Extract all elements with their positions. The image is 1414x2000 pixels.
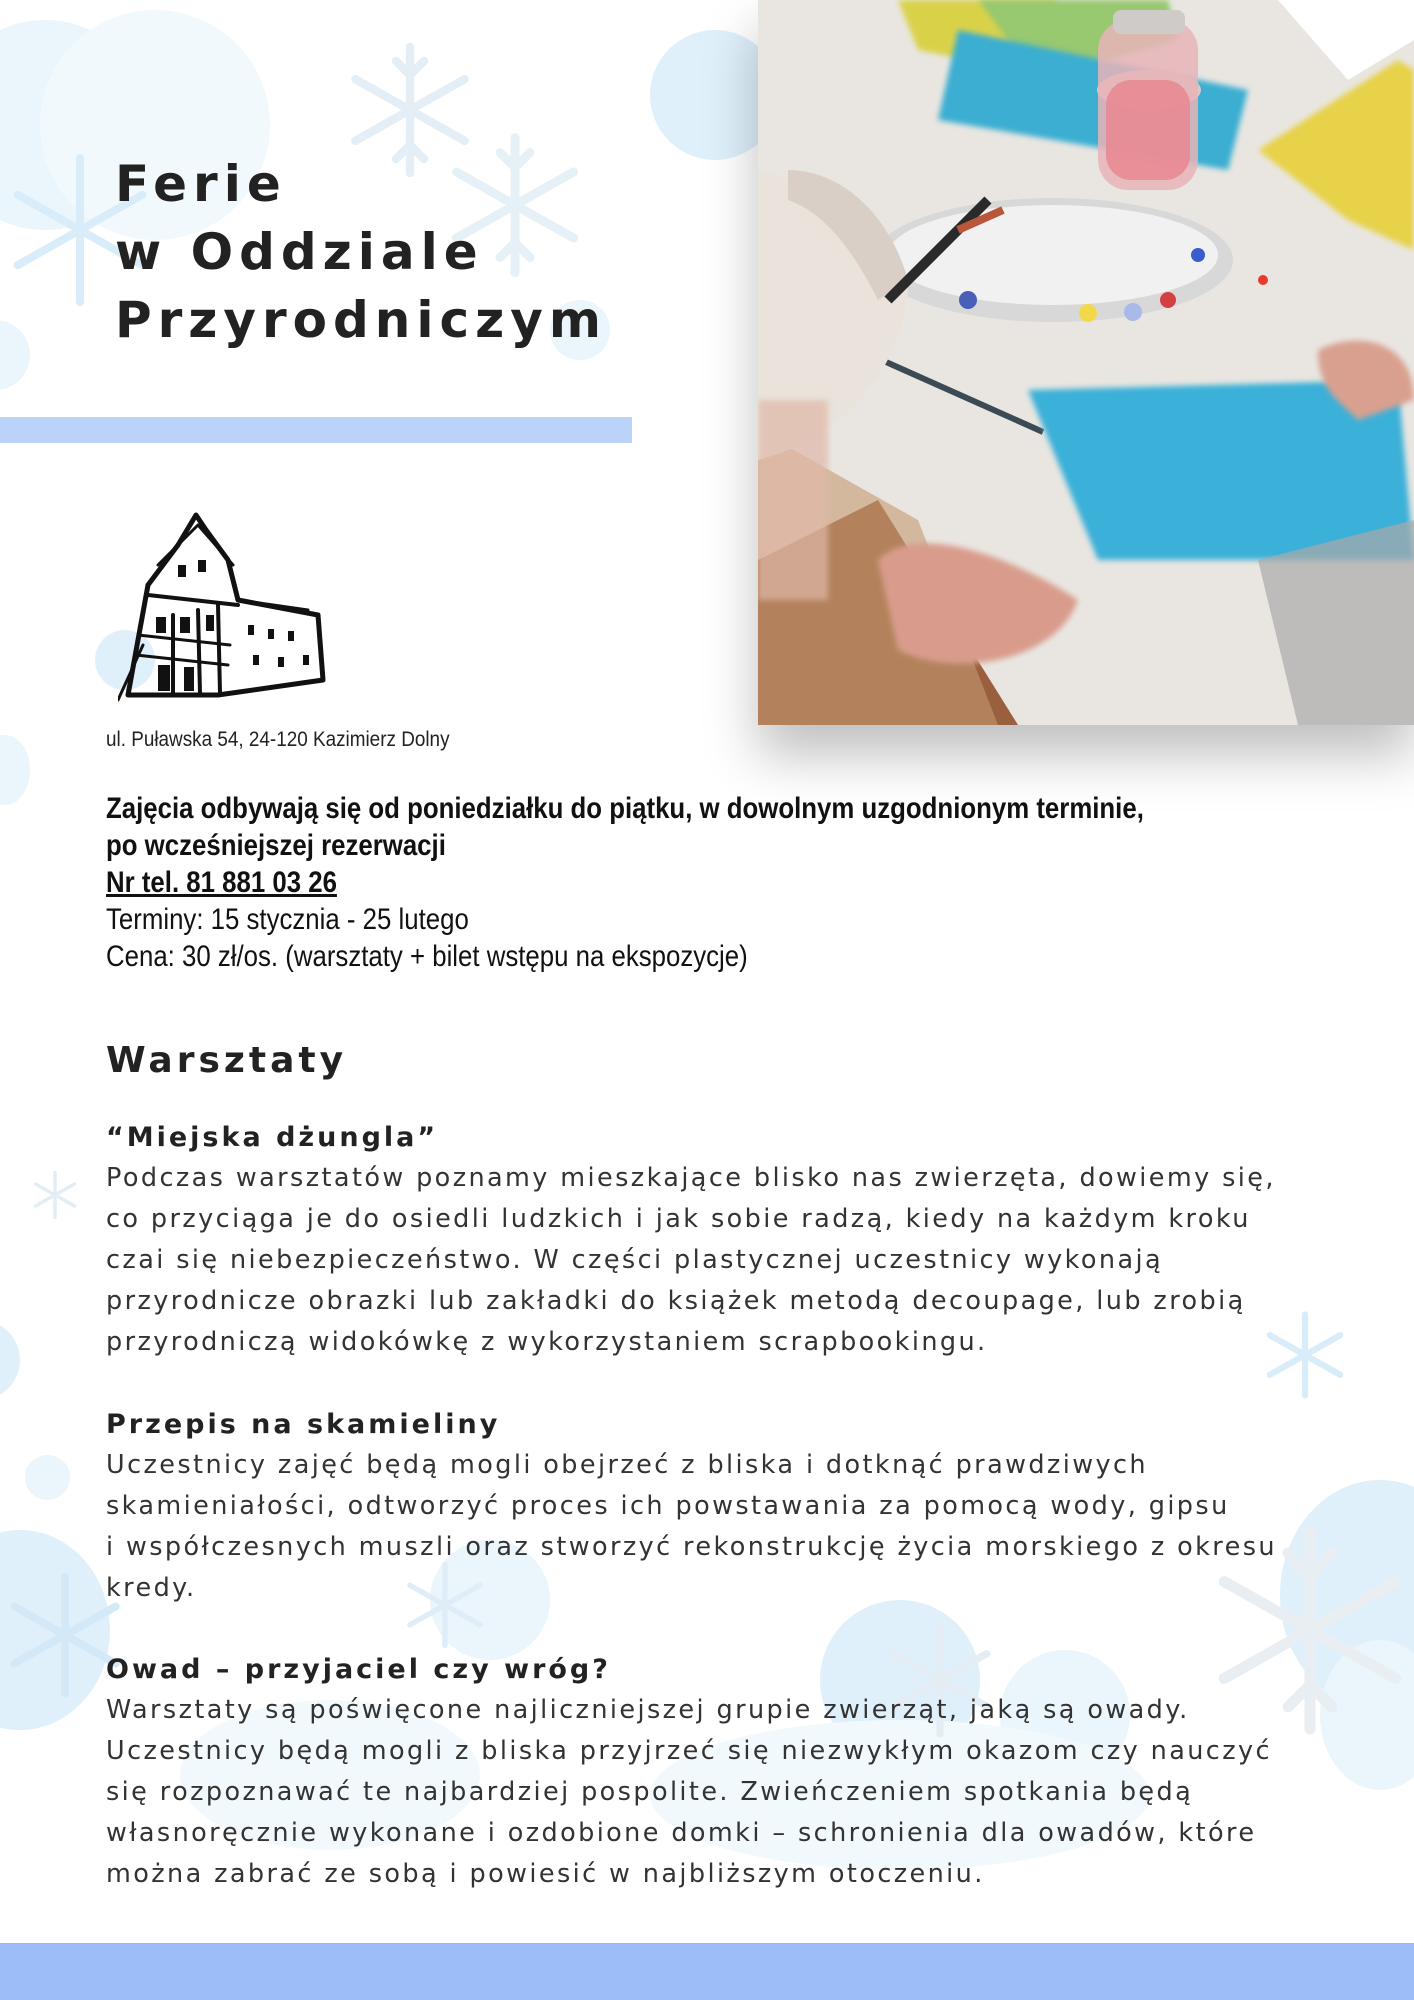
workshop-description-line: przyrodniczą widokówkę z wykorzystaniem scrapbookingu. <box>106 1327 988 1357</box>
workshop-description-line: skamieniałości, odtworzyć proces ich powstawania za pomocą wody, gipsu <box>106 1491 1230 1521</box>
workshop-description-line: Uczestnicy zajęć będą mogli obejrzeć z bliska i dotknąć prawdziwych <box>106 1450 1148 1480</box>
workshop-description-line: Warsztaty są poświęcone najliczniejszej grupie zwierząt, jaką są owady. <box>106 1695 1190 1725</box>
workshop-title: “Miejska dżungla” <box>106 1122 439 1153</box>
workshop-description-line: Podczas warsztatów poznamy mieszkające blisko nas zwierzęta, dowiemy się, <box>106 1163 1276 1193</box>
workshop-item <box>106 1405 1386 1609</box>
workshop-description-line: i współczesnych muszli oraz stworzyć rekonstrukcję życia morskiego z okresu <box>106 1532 1277 1562</box>
workshop-title: Owad – przyjaciel czy wróg? <box>106 1654 611 1685</box>
workshop-description-line: można zabrać ze sobą i powiesić w najbliższym otoczeniu. <box>106 1859 985 1889</box>
workshop-title: Przepis na skamieliny <box>106 1409 501 1440</box>
workshop-description-line: się rozpoznawać te najbardziej pospolite. Zwieńczeniem spotkania będą <box>106 1777 1194 1807</box>
workshop-photo <box>758 0 1414 725</box>
title-line: Przyrodniczym <box>115 291 607 349</box>
title-accent-bar <box>0 417 632 443</box>
schedule-text: po wcześniejszej rezerwacji <box>106 829 446 862</box>
phone-number[interactable]: Nr tel. 81 881 03 26 <box>106 866 337 899</box>
title-line: Ferie <box>115 155 287 213</box>
workshop-description-line: co przyciąga je do osiedli ludzkich i jak sobie radzą, kiedy na każdym kroku <box>106 1204 1251 1234</box>
photo-illustration <box>758 0 1414 725</box>
schedule-text: Zajęcia odbywają się od poniedziałku do piątku, w dowolnym uzgodnionym terminie, <box>106 792 1144 825</box>
building-sketch-logo <box>118 505 328 703</box>
workshop-description-line: kredy. <box>106 1573 197 1603</box>
workshop-description-line: przyrodnicze obrazki lub zakładki do książek metodą decoupage, lub zrobią <box>106 1286 1246 1316</box>
title-line: w Oddziale <box>115 223 484 281</box>
price-text: Cena: 30 zł/os. (warsztaty + bilet wstępu na ekspozycje) <box>106 940 748 973</box>
workshop-description-line: własnoręcznie wykonane i ozdobione domki – schronienia dla owadów, które <box>106 1818 1257 1848</box>
snowflake-icon <box>30 1170 80 1220</box>
footer-bar <box>0 1943 1414 2000</box>
workshop-item <box>106 1650 1386 1895</box>
workshop-description-line: Uczestnicy będą mogli z bliska przyjrzeć się niezwykłym okazom czy nauczyć <box>106 1736 1272 1766</box>
workshops-heading: Warsztaty <box>106 1040 348 1081</box>
page-title <box>115 150 607 354</box>
workshop-item <box>106 1118 1386 1363</box>
address: ul. Puławska 54, 24-120 Kazimierz Dolny <box>106 728 450 751</box>
info-block <box>106 790 1181 975</box>
dates-text: Terminy: 15 stycznia - 25 lutego <box>106 903 469 936</box>
workshop-description-line: czai się niebezpieczeństwo. W części plastycznej uczestnicy wykonają <box>106 1245 1164 1275</box>
